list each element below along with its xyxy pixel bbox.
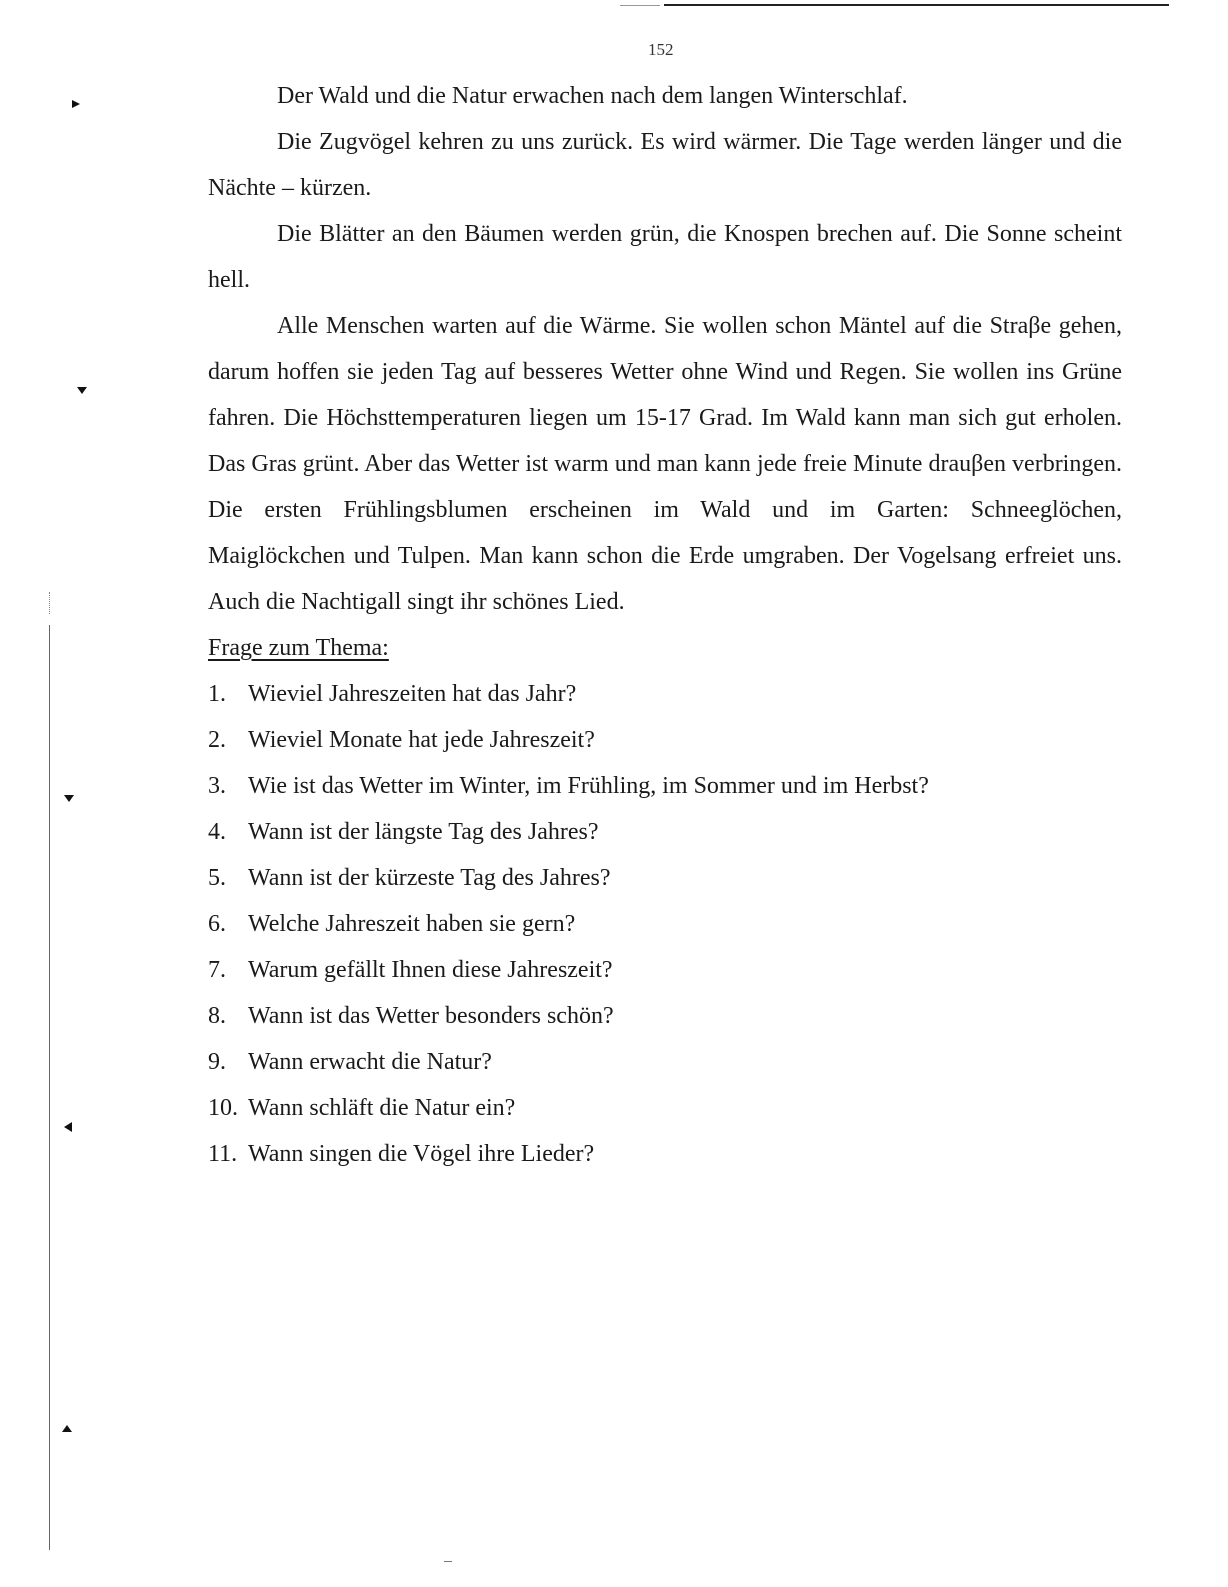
question-item [208, 1131, 1122, 1177]
question-text: Wann ist der längste Tag des Jahres? [248, 819, 599, 845]
question-number: 2. [208, 727, 226, 753]
question-text: Warum gefällt Ihnen diese Jahreszeit? [248, 957, 613, 983]
question-item [208, 855, 1122, 901]
question-number: 6. [208, 911, 226, 937]
bottom-tick [444, 1561, 452, 1562]
question-text: Wann schläft die Natur ein? [248, 1095, 516, 1121]
question-number: 7. [208, 957, 226, 983]
question-item [208, 809, 1122, 855]
page-number: 152 [648, 40, 674, 59]
binding-mark-arrow-down-icon [77, 387, 87, 394]
question-text: Wie ist das Wetter im Winter, im Frühling, im Sommer und im Herbst? [248, 773, 929, 799]
question-number: 9. [208, 1049, 226, 1075]
question-item [208, 671, 1122, 717]
question-number: 8. [208, 1003, 226, 1029]
paragraph: Die Zugvögel kehren zu uns zurück. Es wird wärmer. Die Tage werden länger und die Nächte – kürzen. [208, 129, 1122, 201]
question-text: Wieviel Jahreszeiten hat das Jahr? [248, 681, 577, 707]
binding-mark-arrow-down-icon [64, 795, 74, 802]
question-item [208, 947, 1122, 993]
paragraph: Alle Menschen warten auf die Wärme. Sie wollen schon Mäntel auf die Straβe gehen, darum hoffen sie jeden Tag auf besseres Wetter ohne Wind und Regen. Sie wollen ins Grüne fahren. Die Höchsttemperaturen liegen um 15-17 Grad. Im Wald kann man sich gut erholen. Das Gras grünt. Aber das Wetter ist warm und man kann jede freie Minute drauβen verbringen. Die ersten Frühlingsblumen erscheinen im Wald und im Garten: Schneeglöchen, Maiglöckchen und Tulpen. Man kann schon die Erde umgraben. Der Vogelsang erfreiet uns. Auch die Nachtigall singt ihr schönes Lied. [208, 313, 1122, 615]
top-rule [664, 4, 1169, 6]
paragraph: Der Wald und die Natur erwachen nach dem langen Winterschlaf. [277, 83, 908, 109]
page-content [208, 73, 1122, 1177]
top-rule-faint [620, 5, 660, 6]
margin-dots [49, 592, 51, 614]
questions-heading: Frage zum Thema: [208, 635, 389, 661]
question-item [208, 1085, 1122, 1131]
question-text: Wann ist das Wetter besonders schön? [248, 1003, 614, 1029]
questions-list [208, 671, 1122, 1177]
question-text: Wann singen die Vögel ihre Lieder? [248, 1141, 595, 1167]
binding-mark-arrow-left-icon [64, 1122, 72, 1132]
question-number: 1. [208, 681, 226, 707]
binding-mark-arrow-right-icon [72, 100, 80, 108]
question-text: Wann erwacht die Natur? [248, 1049, 492, 1075]
question-number: 11. [208, 1141, 238, 1167]
question-number: 5. [208, 865, 226, 891]
question-item [208, 1039, 1122, 1085]
question-item [208, 763, 1122, 809]
question-number: 4. [208, 819, 226, 845]
question-item [208, 993, 1122, 1039]
paragraph: Die Blätter an den Bäumen werden grün, die Knospen brechen auf. Die Sonne scheint hell. [208, 221, 1122, 293]
question-text: Wieviel Monate hat jede Jahreszeit? [248, 727, 595, 753]
question-item [208, 901, 1122, 947]
binding-mark-arrow-up-icon [62, 1425, 72, 1432]
question-item [208, 717, 1122, 763]
question-number: 10. [208, 1095, 238, 1121]
margin-line [49, 625, 50, 1550]
question-text: Wann ist der kürzeste Tag des Jahres? [248, 865, 611, 891]
question-number: 3. [208, 773, 226, 799]
question-text: Welche Jahreszeit haben sie gern? [248, 911, 576, 937]
